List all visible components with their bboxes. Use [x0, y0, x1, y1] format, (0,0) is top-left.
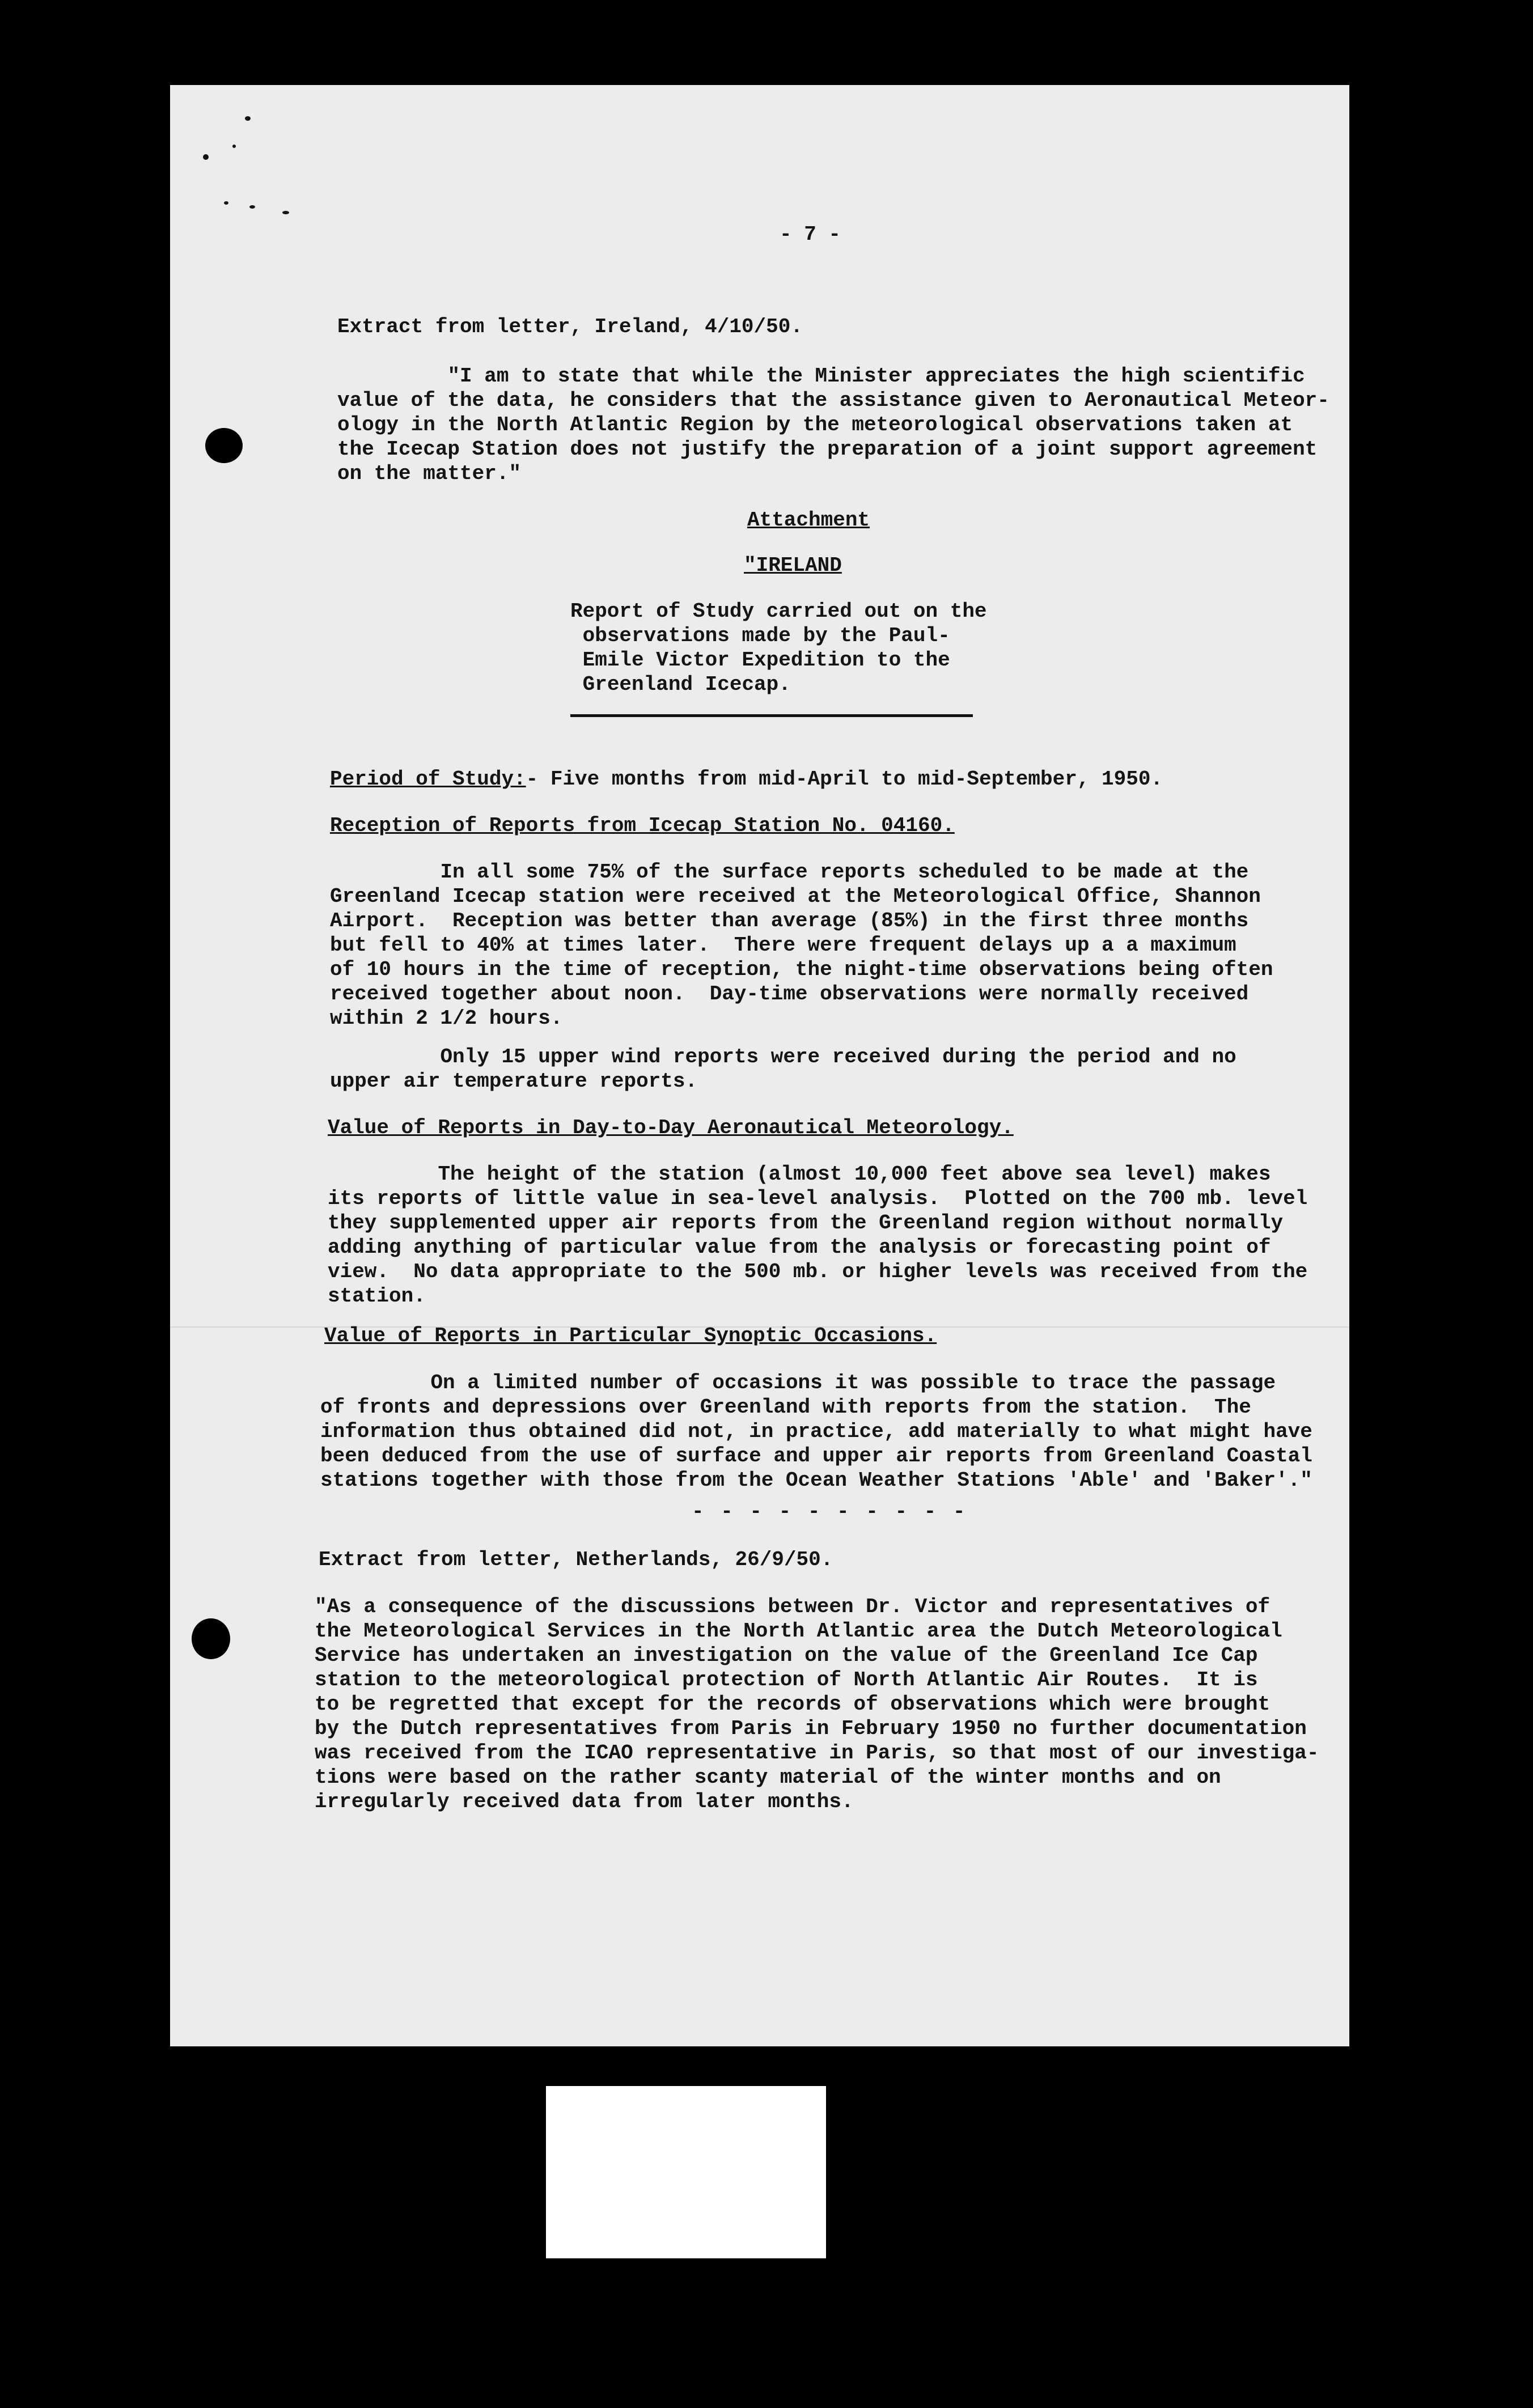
reception-paragraph-1: In all some 75% of the surface reports scheduled to be made at the Greenland Icecap station were received at the Meteorological Office, Shannon Airport. Reception was better than average (85%) in the first three months but fell to 40% at times later. There were frequent delays up a a maximum of 10 hours in the time of reception, the night-time observations being often received together about noon. Day-time observations were normally received within 2 1/2 hours. — [330, 860, 1273, 1030]
value-synoptic-heading: Value of Reports in Particular Synoptic Occasions. — [324, 1324, 937, 1347]
value-synoptic-paragraph: On a limited number of occasions it was possible to trace the passage of fronts and depressions over Greenland with reports from the station. The information thus obtained did not, in practice, add materially to what might have been deduced from the use of surface and upper air reports from Greenland Coastal stations together with those from the Ocean Weather Stations 'Able' and 'Baker'." — [320, 1371, 1312, 1492]
speck-2 — [203, 154, 209, 160]
attachment-country: "IRELAND — [744, 554, 842, 577]
speck-3 — [232, 145, 236, 148]
white-label-box — [546, 2086, 826, 2258]
value-day-paragraph: The height of the station (almost 10,000 feet above sea level) makes its reports of little value in sea-level analysis. Plotted on the 700 mb. level they supplemented upper air reports from the Greenland region without normally adding anything of particular value from the analysis or forecasting point of view. No data appropriate to the 500 mb. or higher levels was received from the station. — [328, 1163, 1308, 1308]
netherlands-extract-heading: Extract from letter, Netherlands, 26/9/50. — [319, 1548, 833, 1571]
value-day-heading: Value of Reports in Day-to-Day Aeronautical Meteorology. — [328, 1116, 1014, 1139]
speck-6 — [282, 211, 289, 214]
document-page — [170, 85, 1349, 2046]
ireland-extract-quote: "I am to state that while the Minister appreciates the high scientific value of the data, he considers that the assistance given to Aeronautical Meteor- ology in the North Atlantic Region by the meteorological observations taken at the Icecap Station does not justify the preparation of a joint support agreement on the matter." — [337, 364, 1329, 485]
speck-1 — [245, 116, 251, 121]
reception-heading: Reception of Reports from Icecap Station No. 04160. — [330, 814, 955, 837]
reception-paragraph-2: Only 15 upper wind reports were received during the period and no upper air temperature reports. — [330, 1045, 1236, 1093]
period-of-study — [330, 767, 1163, 791]
page-number: - 7 - — [780, 223, 841, 246]
section-separator: - - - - - - - - - - — [692, 1500, 968, 1523]
punch-hole-upper — [205, 428, 243, 463]
netherlands-extract-quote: "As a consequence of the discussions between Dr. Victor and representatives of the Meteorological Services in the North Atlantic area the Dutch Meteorological Service has undertaken an investigation on the value of the Greenland Ice Cap station to the meteorological protection of North Atlantic Air Routes. It is to be regretted that except for the records of observations which were brought by the Dutch representatives from Paris in February 1950 no further documentation was received from the ICAO representative in Paris, so that most of our investiga- tions were based on the rather scanty material of the winter months and on irregularly received data from later months. — [315, 1595, 1319, 1813]
report-title: Report of Study carried out on the observations made by the Paul- Emile Victor Expedition to the Greenland Icecap. — [570, 600, 987, 696]
attachment-title: Attachment — [747, 508, 870, 532]
speck-5 — [249, 205, 255, 209]
period-label: Period of Study: — [330, 768, 526, 791]
speck-4 — [224, 201, 228, 205]
punch-hole-lower — [192, 1618, 230, 1659]
ireland-extract-heading: Extract from letter, Ireland, 4/10/50. — [337, 315, 803, 338]
period-text: - Five months from mid-April to mid-September, 1950. — [526, 768, 1163, 791]
title-rule — [570, 714, 973, 717]
